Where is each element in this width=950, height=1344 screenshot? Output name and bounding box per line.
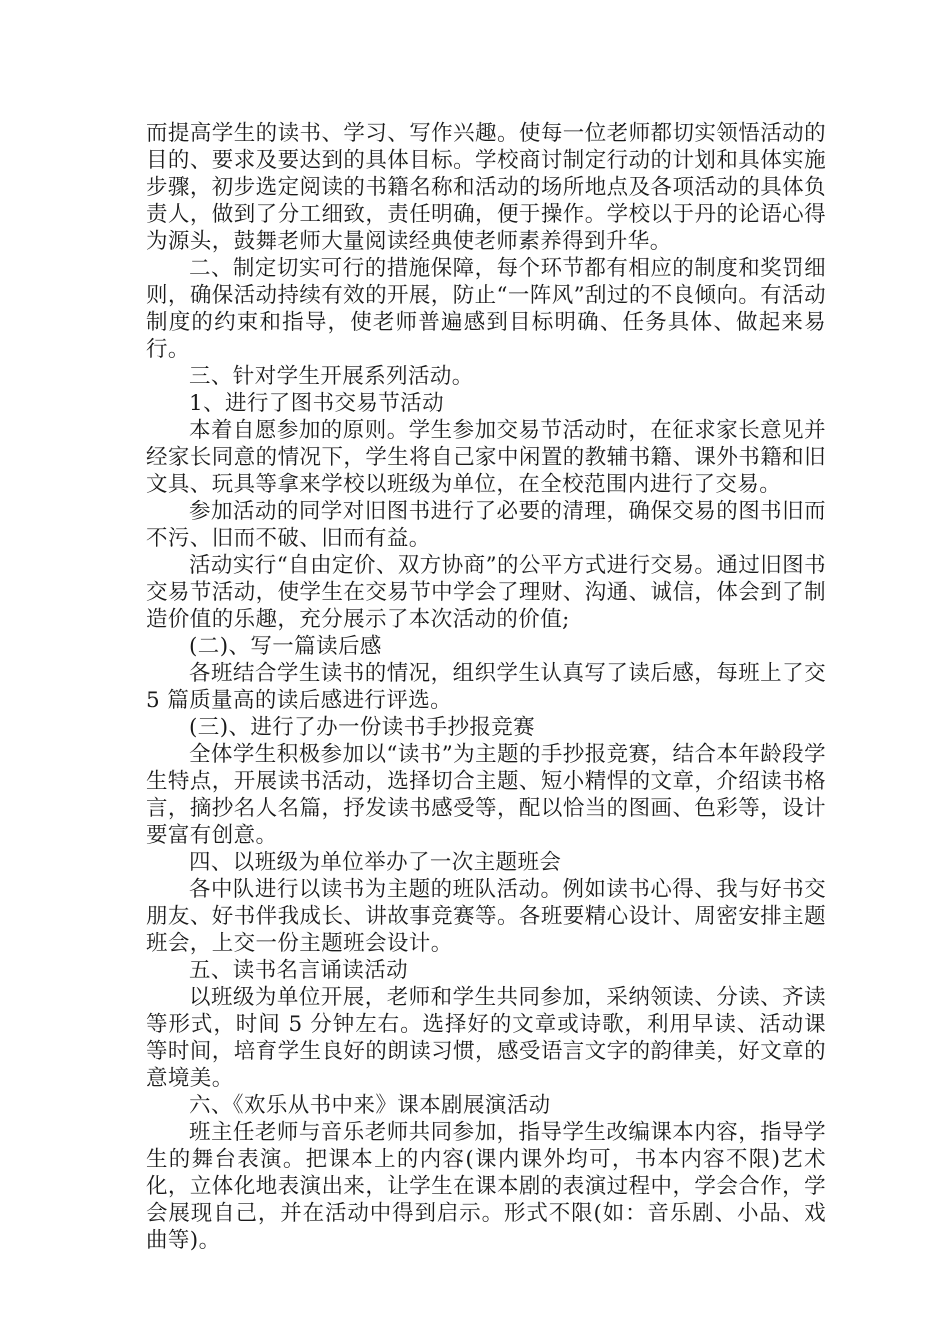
paragraph: 全体学生积极参加以“读书”为主题的手抄报竞赛，结合本年龄段学生特点，开展读书活动，选择切合主题、短小精悍的文章，介绍读书格言，摘抄名人名篇，抒发读书感受等，配以恰当的图画、色彩等，设计要富有创意。 xyxy=(146,742,826,848)
paragraph: 各中队进行以读书为主题的班队活动。例如读书心得、我与好书交朋友、好书伴我成长、讲故事竞赛等。各班要精心设计、周密安排主题班会，上交一份主题班会设计。 xyxy=(146,877,826,956)
section-heading: 四、以班级为单位举办了一次主题班会 xyxy=(189,850,562,875)
paragraph: 而提高学生的读书、学习、写作兴趣。使每一位老师都切实领悟活动的目的、要求及要达到的具体目标。学校商讨制定行动的计划和具体实施步骤，初步选定阅读的书籍名称和活动的场所地点及各项活动的具体负责人，做到了分工细致，责任明确，便于操作。学校以于丹的论语心得为源头，鼓舞老师大量阅读经典使老师素养得到升华。 xyxy=(146,121,826,254)
section-heading: 五、读书名言诵读活动 xyxy=(189,958,409,983)
document-body xyxy=(146,120,826,1254)
paragraph: 以班级为单位开展，老师和学生共同参加，采纳领读、分读、齐读等形式，时间 5 分钟左右。选择好的文章或诗歌，利用早读、活动课等时间，培育学生良好的朗读习惯，感受语言文字的韵律美，好文章的意境美。 xyxy=(146,985,826,1091)
paragraph: 各班结合学生读书的情况，组织学生认真写了读后感，每班上了交 5 篇质量高的读后感进行评选。 xyxy=(146,661,826,713)
subsection-heading: (三)、进行了办一份读书手抄报竞赛 xyxy=(189,715,536,740)
paragraph: 本着自愿参加的原则。学生参加交易节活动时，在征求家长意见并经家长同意的情况下，学生将自己家中闲置的教辅书籍、课外书籍和旧文具、玩具等拿来学校以班级为单位，在全校范围内进行了交易。 xyxy=(146,418,826,497)
subsection-heading: (二)、写一篇读后感 xyxy=(189,634,382,659)
paragraph: 班主任老师与音乐老师共同参加，指导学生改编课本内容，指导学生的舞台表演。把课本上的内容(课内课外均可，书本内容不限)艺术化，立体化地表演出来，让学生在课本剧的表演过程中，学会合作，学会展现自己，并在活动中得到启示。形式不限(如：音乐剧、小品、戏曲等)。 xyxy=(146,1120,826,1253)
paragraph: 活动实行“自由定价、双方协商”的公平方式进行交易。通过旧图书交易节活动，使学生在交易节中学会了理财、沟通、诚信，体会到了制造价值的乐趣，充分展示了本次活动的价值; xyxy=(146,553,826,632)
paragraph: 二、制定切实可行的措施保障，每个环节都有相应的制度和奖罚细则，确保活动持续有效的开展，防止“一阵风”刮过的不良倾向。有活动制度的约束和指导，使老师普遍感到目标明确、任务具体、做起来易行。 xyxy=(146,256,826,362)
section-heading: 六、《欢乐从书中来》课本剧展演活动 xyxy=(189,1093,551,1118)
paragraph: 参加活动的同学对旧图书进行了必要的清理，确保交易的图书旧而不污、旧而不破、旧而有益。 xyxy=(146,499,826,551)
subsection-heading: 1、进行了图书交易节活动 xyxy=(189,391,444,416)
section-heading: 三、针对学生开展系列活动。 xyxy=(189,364,474,389)
